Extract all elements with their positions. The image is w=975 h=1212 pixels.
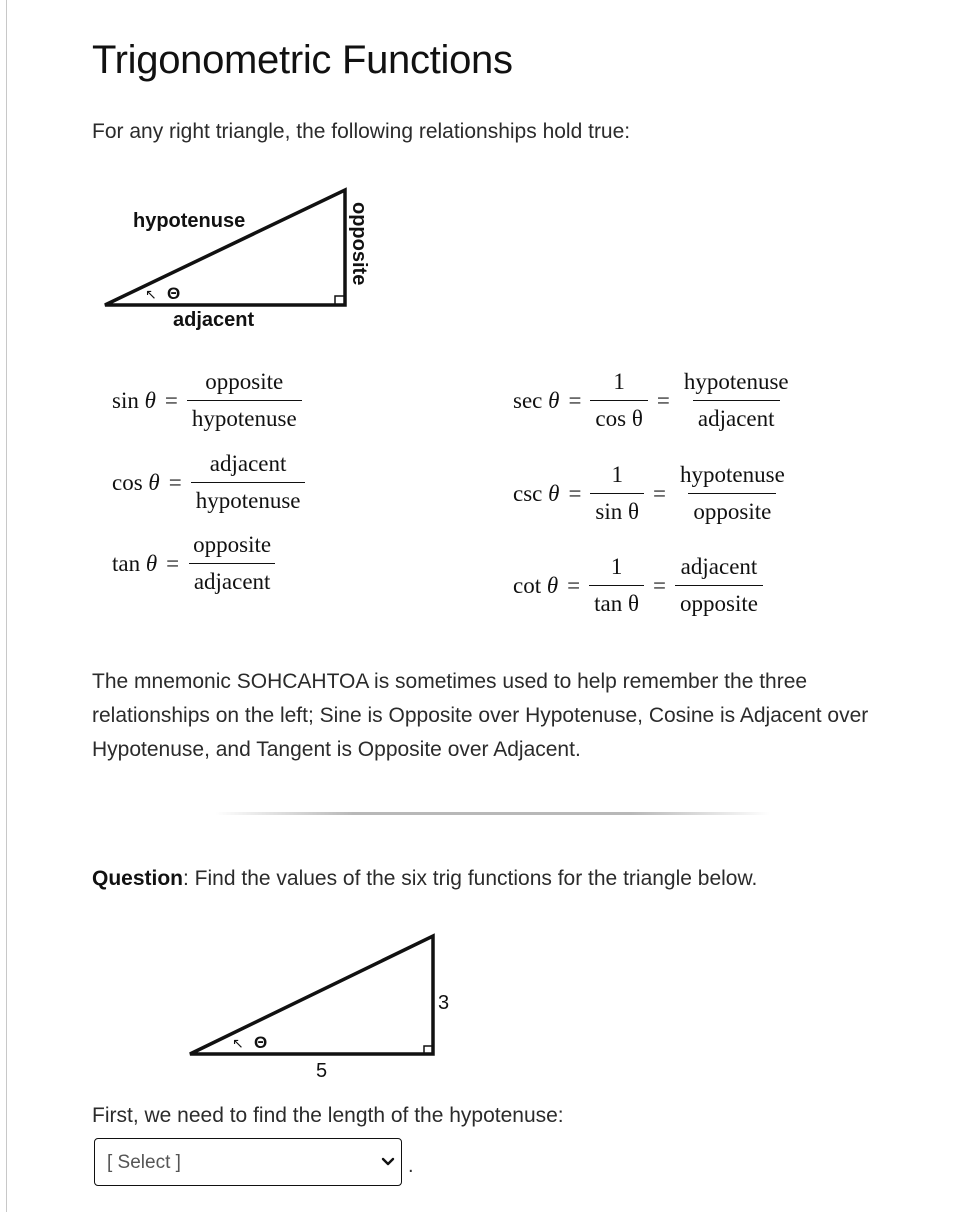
intro-text: For any right triangle, the following relationships hold true:	[92, 120, 631, 143]
question-text: Question: Find the values of the six trig functions for the triangle below.	[92, 867, 758, 890]
hypotenuse-select-input[interactable]	[95, 1139, 401, 1185]
question-triangle	[190, 936, 433, 1054]
cot-fraction-reciprocal: $\frac{1}{\text{tan θ}}$	[589, 552, 644, 619]
cot-lhs: cot θ	[513, 572, 559, 598]
sin-fraction: $\frac{\text{opposite}}{\text{hypotenuse}}$	[187, 367, 302, 434]
equation-tan: tan θ = $\frac{\text{opposite}}{\text{adjacent}}$	[112, 530, 276, 597]
equation-sec: sec θ = $\frac{1}{\text{cos θ}}$ = $\frac{\text{hypotenuse}}{\text{adjacent}}$	[513, 367, 794, 434]
equation-cot: cot θ = $\frac{1}{\text{tan θ}}$ = $\frac{\text{adjacent}}{\text{opposite}}$	[513, 552, 763, 619]
csc-lhs: csc θ	[513, 480, 560, 506]
hypotenuse-prompt: First, we need to find the length of the hypotenuse:	[92, 1104, 564, 1127]
equation-cos: cos θ = $\frac{\text{adjacent}}{\text{hypotenuse}}$	[112, 449, 305, 516]
sec-fraction-reciprocal: $\frac{1}{\text{cos θ}}$	[590, 367, 647, 434]
equation-csc: csc θ = $\frac{1}{\text{sin θ}}$ = $\frac{\text{hypotenuse}}{\text{opposite}}$	[513, 460, 790, 527]
hypotenuse-select[interactable]	[94, 1138, 402, 1186]
angle-theta-label: Θ	[167, 284, 181, 303]
angle-arrow-icon: ↖	[145, 286, 157, 302]
trailing-period: .	[408, 1155, 414, 1177]
mnemonic-paragraph: The mnemonic SOHCAHTOA is sometimes used to help remember the three relationships on the left; Sine is Opposite over Hypotenuse, Cosine is Adjacent over Hypotenuse, and Tangent is Opposite over Adjacent.	[92, 670, 869, 761]
sec-fraction-sides: $\frac{\text{hypotenuse}}{\text{adjacent}}$	[679, 367, 794, 434]
reference-triangle-diagram	[95, 180, 395, 340]
side-adjacent-length: 5	[316, 1060, 328, 1082]
reference-triangle	[105, 190, 345, 305]
tan-lhs: tan θ	[112, 550, 158, 576]
cos-fraction: $\frac{\text{adjacent}}{\text{hypotenuse}}$	[191, 449, 306, 516]
sec-lhs: sec θ	[513, 387, 560, 413]
label-opposite: opposite	[348, 202, 370, 286]
cos-lhs: cos θ	[112, 469, 160, 495]
question-triangle-diagram	[180, 925, 480, 1085]
page-left-border	[6, 0, 7, 1212]
csc-fraction-reciprocal: $\frac{1}{\text{sin θ}}$	[590, 460, 644, 527]
sin-lhs: sin θ	[112, 387, 156, 413]
page-title: Trigonometric Functions	[92, 38, 513, 82]
csc-fraction-sides: $\frac{\text{hypotenuse}}{\text{opposite}}$	[675, 460, 790, 527]
tan-fraction: $\frac{\text{opposite}}{\text{adjacent}}$	[188, 530, 276, 597]
cot-fraction-sides: $\frac{\text{adjacent}}{\text{opposite}}$	[675, 552, 763, 619]
label-adjacent: adjacent	[173, 309, 255, 331]
question-label: Question	[92, 867, 184, 890]
section-divider	[215, 812, 770, 815]
angle-arrow-icon: ↖	[232, 1035, 244, 1051]
label-hypotenuse: hypotenuse	[133, 210, 246, 232]
angle-theta-label: Θ	[254, 1033, 268, 1052]
equation-sin: sin θ = $\frac{\text{opposite}}{\text{hypotenuse}}$	[112, 367, 302, 434]
side-opposite-length: 3	[438, 992, 450, 1014]
